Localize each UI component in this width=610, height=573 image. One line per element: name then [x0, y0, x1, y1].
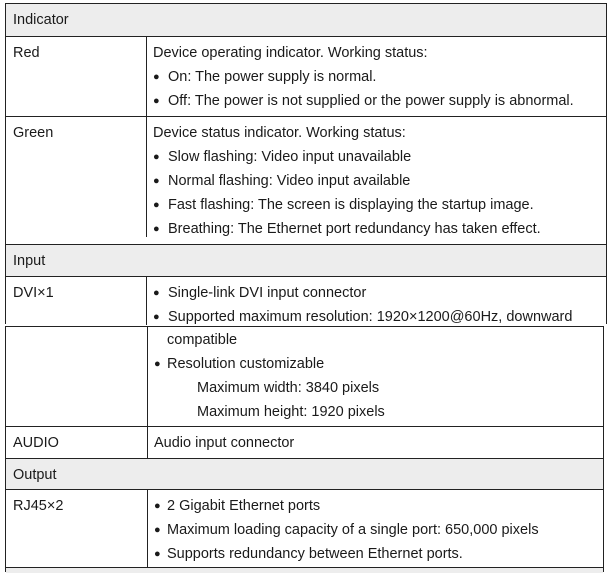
bullet-icon: ●	[153, 71, 160, 83]
row-label: AUDIO	[13, 435, 59, 451]
bullet-text: Supports redundancy between Ethernet ports.	[167, 546, 463, 562]
row-label: RJ45×2	[13, 498, 64, 514]
section-input	[6, 245, 606, 277]
bullet-text: 2 Gigabit Ethernet ports	[167, 498, 321, 514]
section-title: Indicator	[13, 12, 69, 28]
section-title: Input	[13, 253, 46, 269]
bullet-text: Breathing: The Ethernet port redundancy has taken effect.	[168, 221, 541, 237]
spec-table-part2	[5, 326, 604, 572]
bullet-text: Resolution customizable	[167, 356, 325, 372]
bullet-icon: ●	[153, 223, 160, 235]
section-output	[6, 459, 603, 490]
section-title: Output	[13, 467, 57, 483]
spec-table-part1	[5, 3, 607, 324]
next-section-edge	[6, 568, 603, 573]
bullet-text: Normal flashing: Video input available	[168, 173, 411, 189]
bullet-text: Maximum loading capacity of a single port: 650,000 pixels	[167, 522, 539, 538]
bullet-text: On: The power supply is normal.	[168, 69, 377, 85]
bullet-text: Slow flashing: Video input unavailable	[168, 149, 412, 165]
sub-item: Maximum width: 3840 pixels	[197, 380, 380, 396]
bullet-text: Supported maximum resolution: 1920×1200@60Hz, downward	[168, 309, 573, 325]
row-description: Audio input connector	[154, 435, 295, 451]
bullet-icon: ●	[154, 500, 161, 512]
row-audio	[6, 427, 603, 459]
wrapped-text: compatible	[167, 332, 238, 348]
row-red	[6, 37, 606, 117]
row-green	[6, 117, 606, 245]
bullet-icon: ●	[153, 199, 160, 211]
section-indicator	[6, 4, 606, 37]
bullet-icon: ●	[153, 311, 160, 323]
row-label: Red	[13, 45, 40, 61]
bullet-icon: ●	[154, 524, 161, 536]
row-description: Device operating indicator. Working status:	[153, 45, 428, 61]
bullet-text: Single-link DVI input connector	[168, 285, 367, 301]
row-label: DVI×1	[13, 285, 54, 301]
row-dvi-continued	[6, 327, 603, 427]
bullet-icon: ●	[153, 95, 160, 107]
row-rj45	[6, 490, 603, 568]
bullet-icon: ●	[153, 151, 160, 163]
sub-item: Maximum height: 1920 pixels	[197, 404, 385, 420]
bullet-icon: ●	[153, 287, 160, 299]
bullet-text: Fast flashing: The screen is displaying the startup image.	[168, 197, 534, 213]
bullet-icon: ●	[153, 175, 160, 187]
bullet-icon: ●	[154, 358, 161, 370]
row-label: Green	[13, 125, 54, 141]
row-dvi	[6, 277, 606, 325]
bullet-icon: ●	[154, 548, 161, 560]
bullet-text: Off: The power is not supplied or the power supply is abnormal.	[168, 93, 574, 109]
row-description: Device status indicator. Working status:	[153, 125, 406, 141]
